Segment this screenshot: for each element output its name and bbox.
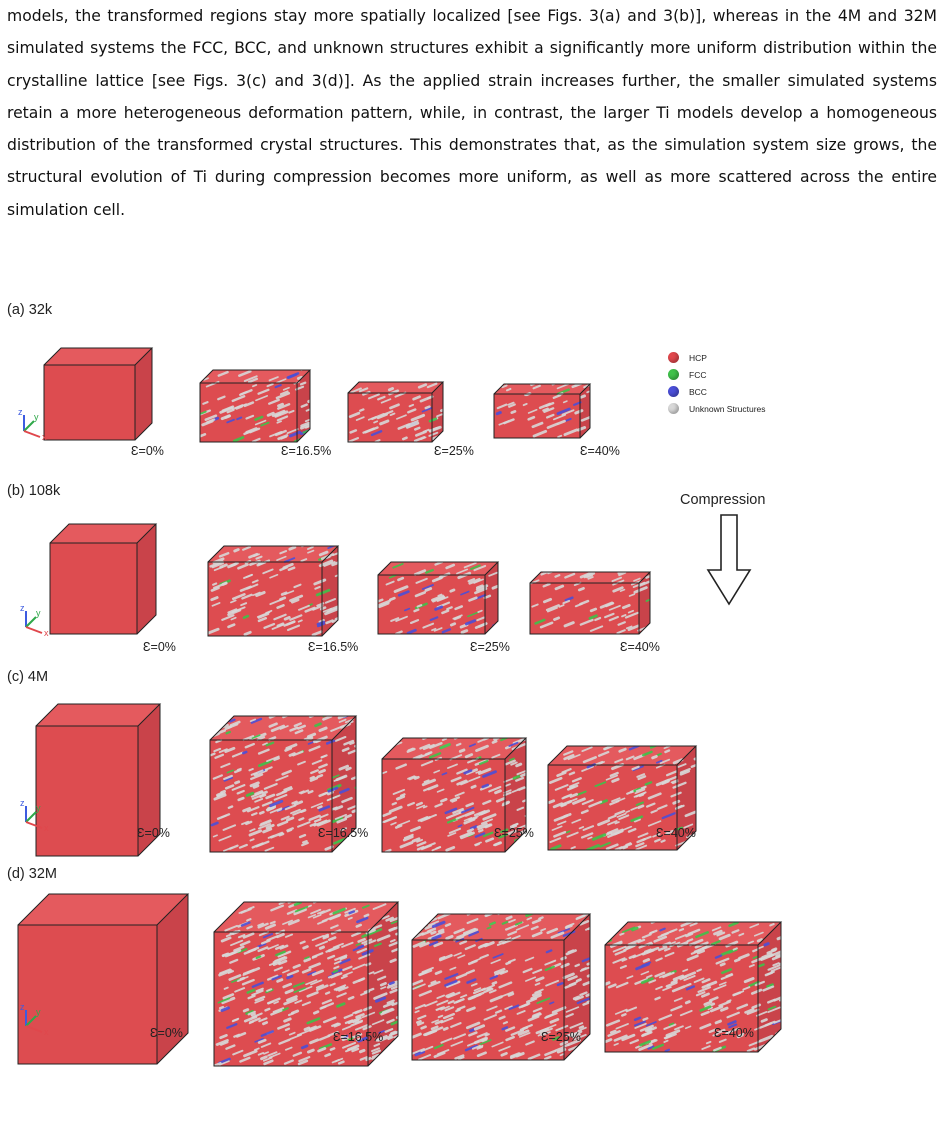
strain-label-c-2: Ɛ=25% xyxy=(494,826,534,840)
axes-triad-icon xyxy=(18,603,52,637)
legend-item-hcp xyxy=(668,350,766,365)
strain-label-d-0: Ɛ=0% xyxy=(150,1026,183,1040)
sim-box-d-3 xyxy=(605,922,781,1052)
strain-label-a-1: Ɛ=16.5% xyxy=(281,444,332,458)
sim-box-b-0 xyxy=(50,524,156,634)
svg-text:z: z xyxy=(20,798,25,808)
legend-item-unknown xyxy=(668,401,766,416)
bcc-dot-icon xyxy=(668,386,679,397)
legend-item-fcc xyxy=(668,367,766,382)
unknown-dot-icon xyxy=(668,403,679,414)
strain-label-b-3: Ɛ=40% xyxy=(620,640,660,654)
strain-label-c-1: Ɛ=16.5% xyxy=(318,826,369,840)
strain-label-d-2: Ɛ=25% xyxy=(541,1030,581,1044)
panel-label-b: (b) 108k xyxy=(7,483,61,499)
svg-text:y: y xyxy=(36,1007,41,1017)
sim-box-a-3 xyxy=(494,384,590,438)
sim-box-b-1 xyxy=(208,546,338,636)
sim-box-a-0 xyxy=(44,348,152,440)
svg-text:x: x xyxy=(44,1027,49,1036)
strain-label-d-3: Ɛ=40% xyxy=(714,1026,754,1040)
axes-triad-icon xyxy=(18,1002,52,1036)
strain-label-a-0: Ɛ=0% xyxy=(131,444,164,458)
structure-legend xyxy=(668,350,766,418)
legend-label-fcc: FCC xyxy=(689,369,707,380)
svg-text:y: y xyxy=(36,608,41,618)
panel-label-d: (d) 32M xyxy=(7,866,57,882)
panel-label-a: (a) 32k xyxy=(7,302,53,318)
hcp-dot-icon xyxy=(668,352,679,363)
strain-label-b-1: Ɛ=16.5% xyxy=(308,640,359,654)
svg-text:x: x xyxy=(44,823,49,832)
sim-box-b-3 xyxy=(530,572,650,634)
body-paragraph: models, the transformed regions stay more spatially localized [see Figs. 3(a) and 3(b)], whereas in the 4M and 32M simulated systems the FCC, BCC, and unknown structures exhibit a significantly more uniform distribution within the crystalline lattice [see Figs. 3(c) and 3(d)]. As the applied strain increases further, the smaller simulated systems retain a more heterogeneous deformation pattern, while, in contrast, the larger Ti models develop a homogeneous distribution of the transformed crystal structures. This demonstrates that, as the simulation system size grows, the structural evolution of Ti during compression becomes more uniform, as well as more scattered across the entire simulation cell. xyxy=(7,7,937,219)
axes-triad-icon xyxy=(16,407,50,441)
strain-label-c-3: Ɛ=40% xyxy=(656,826,696,840)
fcc-dot-icon xyxy=(668,369,679,380)
svg-text:z: z xyxy=(20,1002,25,1012)
axes-triad-icon xyxy=(18,798,52,832)
legend-item-bcc xyxy=(668,384,766,399)
strain-label-a-2: Ɛ=25% xyxy=(434,444,474,458)
svg-text:z: z xyxy=(18,407,23,417)
svg-text:z: z xyxy=(20,603,25,613)
legend-label-bcc: BCC xyxy=(689,386,707,397)
compression-label: Compression xyxy=(680,492,766,508)
sim-box-b-2 xyxy=(378,562,498,634)
svg-text:x: x xyxy=(42,432,47,441)
sim-box-a-2 xyxy=(348,382,443,442)
sim-box-a-1 xyxy=(200,370,310,442)
strain-label-d-1: Ɛ=16.5% xyxy=(333,1030,384,1044)
svg-text:x: x xyxy=(44,628,49,637)
svg-text:y: y xyxy=(36,803,41,813)
svg-text:y: y xyxy=(34,412,39,422)
strain-label-c-0: Ɛ=0% xyxy=(137,826,170,840)
legend-label-unknown: Unknown Structures xyxy=(689,403,766,414)
compression-arrow-icon xyxy=(706,514,752,606)
strain-label-b-2: Ɛ=25% xyxy=(470,640,510,654)
strain-label-a-3: Ɛ=40% xyxy=(580,444,620,458)
strain-label-b-0: Ɛ=0% xyxy=(143,640,176,654)
legend-label-hcp: HCP xyxy=(689,352,707,363)
panel-label-c: (c) 4M xyxy=(7,669,49,685)
